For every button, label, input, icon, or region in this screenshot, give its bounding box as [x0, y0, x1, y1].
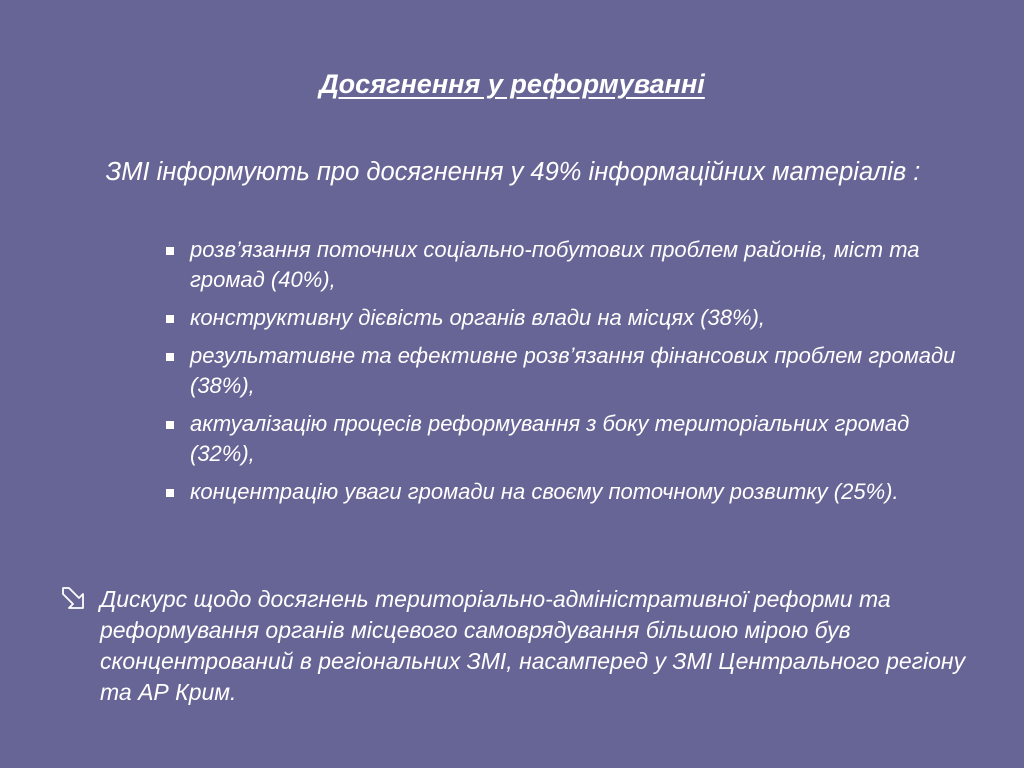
square-bullet-icon [166, 247, 174, 255]
list-item [160, 341, 960, 401]
list-item-text: конструктивну дієвість органів влади на місцях (38%), [190, 305, 766, 330]
list-item [160, 235, 960, 295]
list-item-text: актуалізацію процесів реформування з боку територіальних громад (32%), [190, 411, 910, 466]
list-item [160, 303, 960, 333]
square-bullet-icon [166, 315, 174, 323]
closing-paragraph [60, 584, 980, 708]
slide-title: Досягнення у реформуванні [319, 69, 705, 99]
list-item-text: результативне та ефективне розв’язання фінансових проблем громади (38%), [190, 343, 956, 398]
intro-text: ЗМІ інформують про досягнення у 49% інформаційних матеріалів : [105, 158, 921, 186]
findings-list [160, 235, 960, 515]
closing-text: Дискурс щодо досягнень територіально-адміністративної реформи та реформування органів місцевого самоврядування більшою мірою був сконцентрований в регіональних ЗМІ, насамперед у ЗМІ Центрального регіону та АР Крим. [100, 586, 966, 705]
list-item-text: концентрацію уваги громади на своєму поточному розвитку (25%). [190, 479, 899, 504]
square-bullet-icon [166, 489, 174, 497]
list-item [160, 409, 960, 469]
square-bullet-icon [166, 353, 174, 361]
outlined-arrow-icon [60, 584, 88, 614]
list-item-text: розв’язання поточних соціально-побутових проблем районів, міст та громад (40%), [190, 237, 920, 292]
list-item [160, 477, 960, 507]
square-bullet-icon [166, 421, 174, 429]
